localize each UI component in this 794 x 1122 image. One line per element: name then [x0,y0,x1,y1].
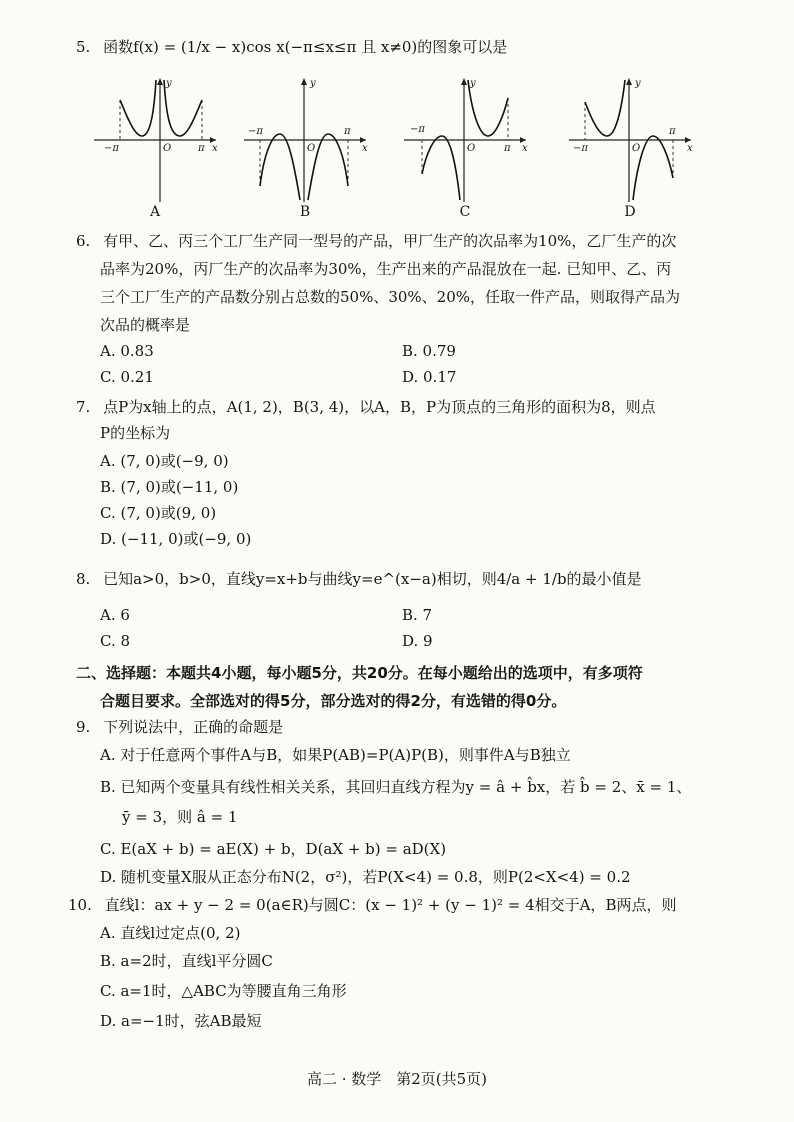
graph-d-origin: O [632,143,641,154]
graph-c-x-label: x [522,143,528,154]
section2-heading-line-1: 二、选择题：本题共4小题，每小题5分，共20分。在每小题给出的选项中，有多项符 [76,664,643,682]
graph-c-pi: π [504,143,511,154]
graph-a-svg [90,74,220,204]
graph-b-neg-pi: −π [248,126,263,137]
q10-option-c[interactable]: C. a=1时，△ABC为等腰直角三角形 [100,982,347,1000]
graph-a-pi: π [198,143,205,154]
graph-b-x-label: x [362,143,368,154]
graph-a-origin: O [163,143,172,154]
graph-b-pi: π [344,126,351,137]
q7-option-b[interactable]: B. (7, 0)或(−11, 0) [100,478,239,496]
graph-c [400,74,530,224]
q8-line-1 [76,570,642,588]
q10-option-a[interactable]: A. 直线l过定点(0, 2) [100,924,241,942]
q9-option-a[interactable]: A. 对于任意两个事件A与B，如果P(AB)=P(A)P(B)，则事件A与B独立 [100,746,571,764]
graph-d [565,74,695,224]
q5-stem: 函数f(x) = (1/x − x)cos x(−π≤x≤π 且 x≠0)的图象可以是 [103,38,508,56]
graph-a-y-label: y [166,78,172,89]
graph-b-svg [240,74,370,204]
q9-option-b[interactable]: B. 已知两个变量具有线性相关关系，其回归直线方程为y = â + b̂x，若 b̂ = 2、x̄ = 1、 [100,778,692,796]
graph-a-neg-pi: −π [104,143,119,154]
q9-number: 9. [76,718,91,736]
section2-heading-line-2: 合题目要求。全部选对的得5分，部分选对的得2分，有选错的得0分。 [100,692,567,710]
q7-text-1: 点P为x轴上的点，A(1, 2)，B(3, 4)，以A，B，P为顶点的三角形的面积为8，则点 [103,398,656,416]
q9-option-b-cont: ȳ = 3，则 â = 1 [122,808,238,826]
q8-stem: 已知a>0，b>0，直线y=x+b与曲线y=e^(x−a)相切，则4/a + 1/b的最小值是 [103,570,642,588]
page-footer: 高二 · 数学 第2页(共5页) [306,1070,488,1088]
q5-graphs [90,74,710,224]
q8-option-a[interactable]: A. 6 [100,606,130,624]
q6-line-3: 三个工厂生产的产品数分别占总数的50%、30%、20%，任取一件产品，则取得产品为 [100,288,681,306]
q7-line-2: P的坐标为 [100,424,171,442]
graph-d-neg-pi: −π [573,143,588,154]
q9-stem: 下列说法中，正确的命题是 [103,718,284,736]
graph-b-label: B [299,204,311,220]
q5-number: 5. [76,38,91,56]
q10-stem: 直线l：ax + y − 2 = 0(a∈R)与圆C：(x − 1)² + (y − 1)² = 4相交于A，B两点，则 [104,896,677,914]
q10-option-d[interactable]: D. a=−1时，弦AB最短 [100,1012,262,1030]
graph-c-label: C [459,204,471,220]
q8-option-b[interactable]: B. 7 [402,606,433,624]
graph-b-origin: O [307,143,316,154]
q6-option-d[interactable]: D. 0.17 [402,368,457,386]
graph-b [240,74,370,224]
q10-option-b[interactable]: B. a=2时，直线l平分圆C [100,952,273,970]
q8-option-c[interactable]: C. 8 [100,632,131,650]
q6-text-1: 有甲、乙、丙三个工厂生产同一型号的产品，甲厂生产的次品率为10%，乙厂生产的次 [103,232,677,250]
q10-line-1 [68,896,677,914]
q8-number: 8. [76,570,91,588]
q6-option-b[interactable]: B. 0.79 [402,342,456,360]
graph-d-pi: π [669,126,676,137]
q9-option-d[interactable]: D. 随机变量X服从正态分布N(2，σ²)，若P(X<4) = 0.8，则P(2<X<4) = 0.2 [100,868,631,886]
q5-stem-line [76,38,507,56]
q6-line-1 [76,232,676,250]
graph-a [90,74,220,224]
q9-option-c[interactable]: C. E(aX + b) = aE(X) + b，D(aX + b) = aD(X) [100,840,447,858]
q6-line-4: 次品的概率是 [100,316,191,334]
graph-d-x-label: x [687,143,693,154]
q10-number: 10. [68,896,92,914]
q6-line-2: 品率为20%，丙厂生产的次品率为30%，生产出来的产品混放在一起. 已知甲、乙、丙 [100,260,672,278]
q6-option-c[interactable]: C. 0.21 [100,368,154,386]
graph-d-svg [565,74,695,204]
graph-c-neg-pi: −π [410,124,425,135]
graph-c-origin: O [467,143,476,154]
graph-c-y-label: y [470,78,476,89]
q7-option-a[interactable]: A. (7, 0)或(−9, 0) [100,452,229,470]
q7-option-c[interactable]: C. (7, 0)或(9, 0) [100,504,217,522]
q6-option-a[interactable]: A. 0.83 [100,342,154,360]
graph-d-y-label: y [635,78,641,89]
q7-number: 7. [76,398,91,416]
q9-line-1 [76,718,283,736]
graph-a-x-label: x [212,143,218,154]
q8-option-d[interactable]: D. 9 [402,632,433,650]
q7-option-d[interactable]: D. (−11, 0)或(−9, 0) [100,530,252,548]
graph-d-label: D [624,204,636,220]
q7-line-1 [76,398,656,416]
q6-number: 6. [76,232,91,250]
graph-b-y-label: y [310,78,316,89]
graph-c-svg [400,74,530,204]
graph-a-label: A [149,204,161,220]
